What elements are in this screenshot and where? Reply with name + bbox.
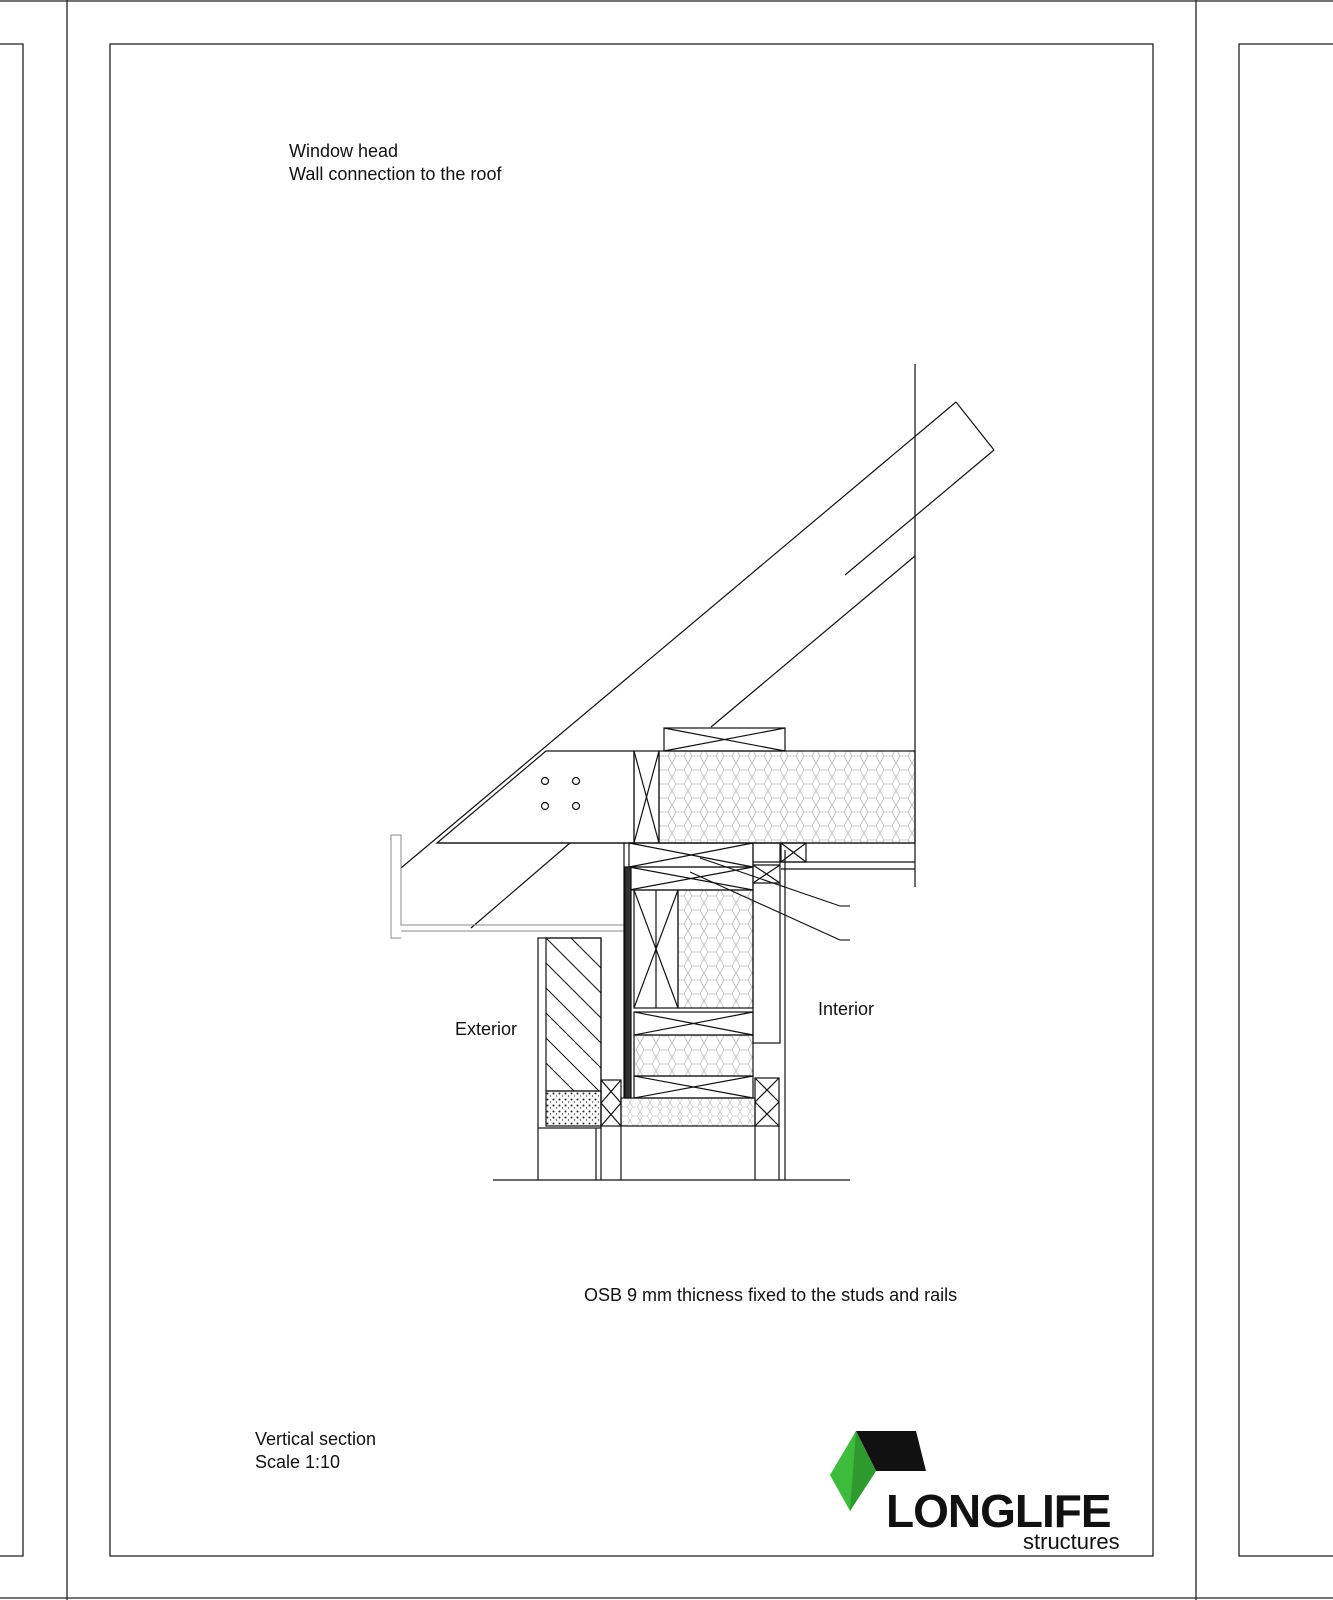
title-line-1: Window head: [289, 141, 399, 161]
section-line-1: Vertical section: [255, 1429, 377, 1449]
right-neighbour-border: [1239, 44, 1333, 1556]
bolt-3: [542, 803, 549, 810]
label-exterior: Exterior: [455, 1019, 518, 1039]
fascia-soffit: [391, 835, 629, 938]
wall-panel: [624, 843, 780, 1098]
left-neighbour-border: [0, 44, 23, 1556]
osb-sheathing: [625, 867, 631, 1098]
bolt-4: [573, 803, 580, 810]
title-line-2: Wall connection to the roof: [289, 164, 502, 184]
inner-border: [110, 44, 1153, 1556]
logo-wordmark: LONGLIFE: [886, 1485, 1111, 1537]
osb-note: OSB 9 mm thicness fixed to the studs and rails: [584, 1285, 958, 1305]
label-interior: Interior: [818, 999, 875, 1019]
bolt-1: [542, 778, 549, 785]
rafter-foot-block: [437, 751, 634, 843]
logo-subtitle: structures: [1023, 1529, 1120, 1554]
wall-insulation: [678, 890, 753, 1008]
head-insulation: [621, 1098, 755, 1126]
window-head: [493, 850, 850, 1180]
lintel-hatch: [546, 938, 601, 1091]
section-line-2: Scale 1:10: [255, 1452, 341, 1472]
roof-insulation: [659, 751, 915, 843]
section-info: [255, 1428, 376, 1474]
top-plate-assembly: [437, 728, 915, 843]
bolt-2: [573, 778, 580, 785]
sealant-block: [546, 1091, 601, 1126]
title-block: [289, 140, 501, 186]
